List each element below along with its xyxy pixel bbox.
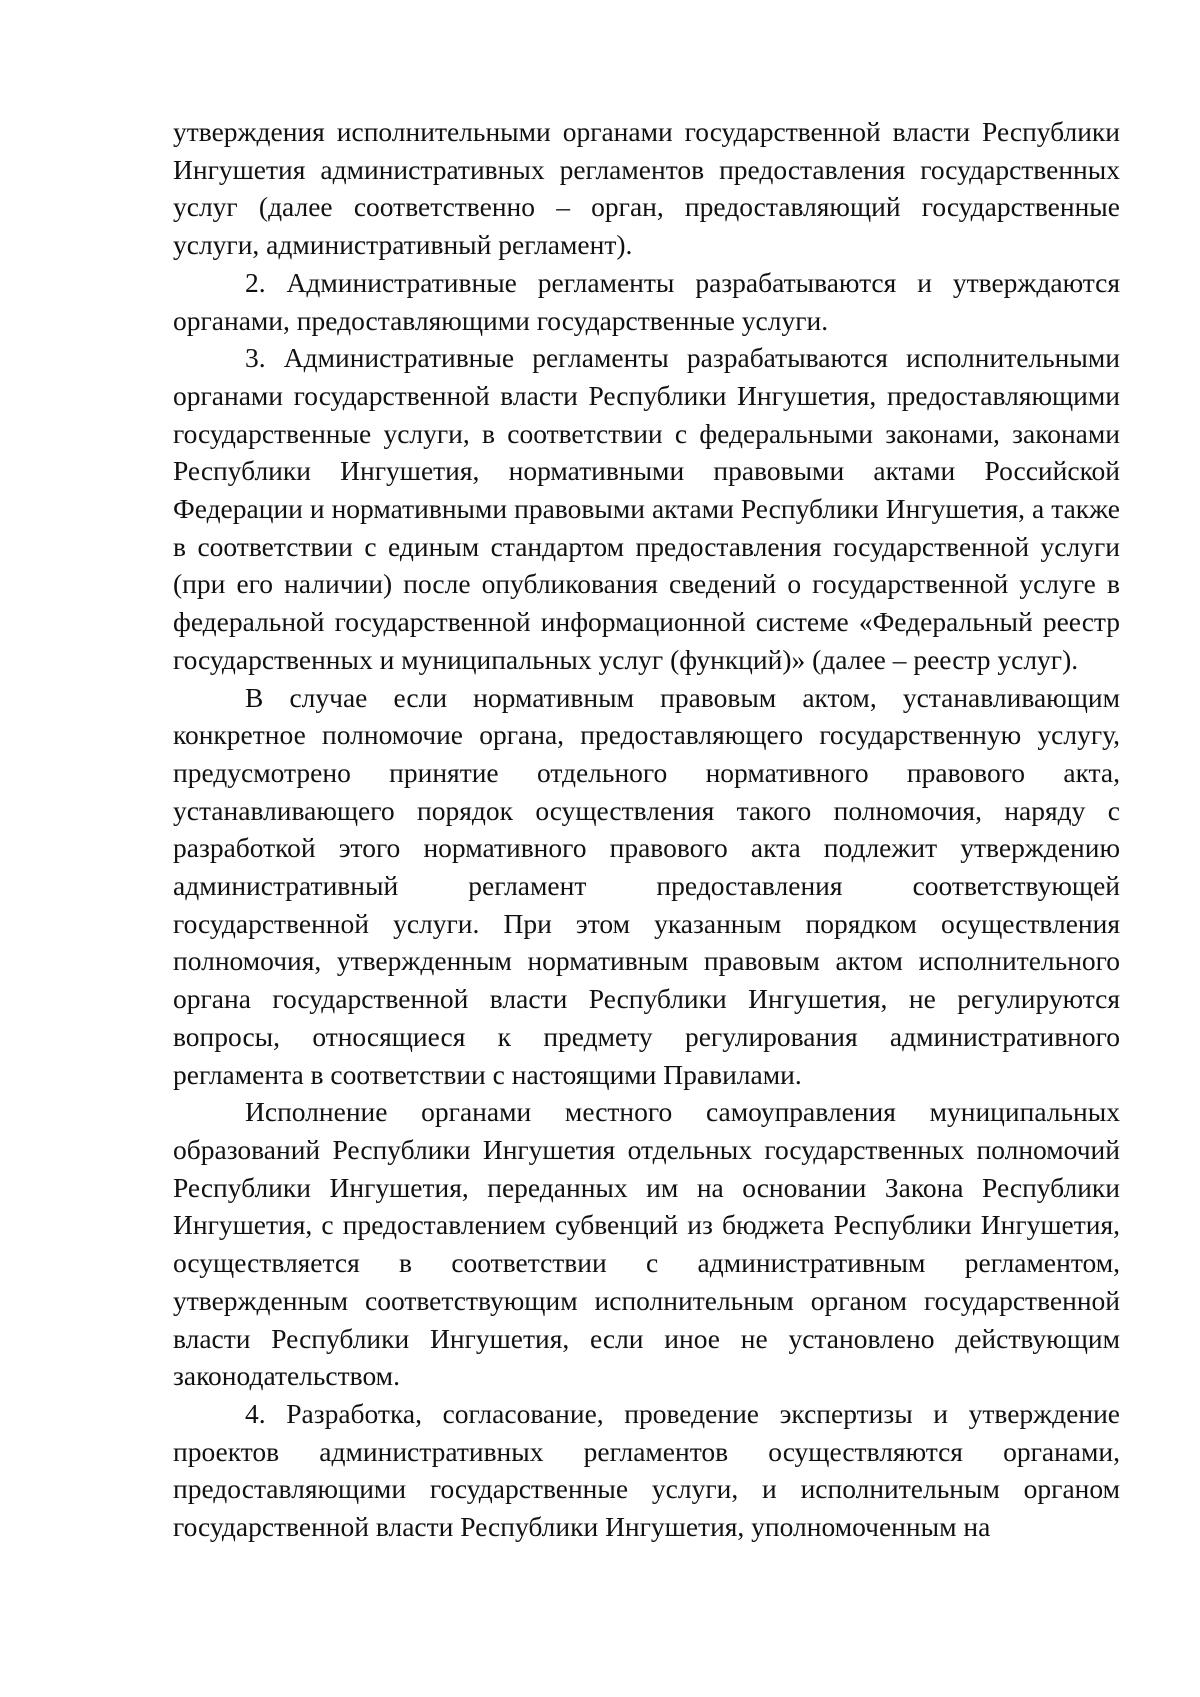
paragraph-item-2: 2. Административные регламенты разрабатываются и утверждаются органами, предоставляющими государственные услуги. xyxy=(173,266,1120,336)
paragraph-local-government: Исполнение органами местного самоуправления муниципальных образований Республики Ингушетия отдельных государственных полномочий Республики Ингушетия, переданных им на основании Закона Республики Ингушетия, с предоставлением субвенций из бюджета Республики Ингушетия, осуществляется в соответствии с административным регламентом, утвержденным соответствующим исполнительным органом государственной власти Республики Ингушетия, если иное не установлено действующим законодательством. xyxy=(173,1096,1120,1392)
paragraph-item-4: 4. Разработка, согласование, проведение экспертизы и утверждение проектов административных регламентов осуществляются органами, предоставляющими государственные услуги, и исполнительным органом государственной власти Республики Ингушетия, уполномоченным на xyxy=(173,1397,1120,1543)
paragraph-continuation: утверждения исполнительными органами государственной власти Республики Ингушетия административных регламентов предоставления государственных услуг (далее соответственно – орган, предоставляющий государственные услуги, административный регламент). xyxy=(173,116,1120,261)
document-body xyxy=(173,113,1120,1546)
paragraph-normative-act: В случае если нормативным правовым актом, устанавливающим конкретное полномочие органа, предоставляющего государственную услугу, предусмотрено принятие отдельного нормативного правового акта, устанавливающего порядок осуществления такого полномочия, наряду с разработкой этого нормативного правового акта подлежит утверждению административный регламент предоставления соответствующей государственной услуги. При этом указанным порядком осуществления полномочия, утвержденным нормативным правовым актом исполнительного органа государственной власти Республики Ингушетия, не регулируются вопросы, относящиеся к предмету регулирования административного регламента в соответствии с настоящими Правилами. xyxy=(173,681,1120,1090)
paragraph-item-3: 3. Административные регламенты разрабатываются исполнительными органами государственной власти Республики Ингушетия, предоставляющими государственные услуги, в соответствии с федеральными законами, законами Республики Ингушетия, нормативными правовыми актами Российской Федерации и нормативными правовыми актами Республики Ингушетия, а также в соответствии с единым стандартом предоставления государственной услуги (при его наличии) после опубликования сведений о государственной услуге в федеральной государственной информационной системе «Федеральный реестр государственных и муниципальных услуг (функций)» (далее – реестр услуг). xyxy=(173,342,1120,675)
